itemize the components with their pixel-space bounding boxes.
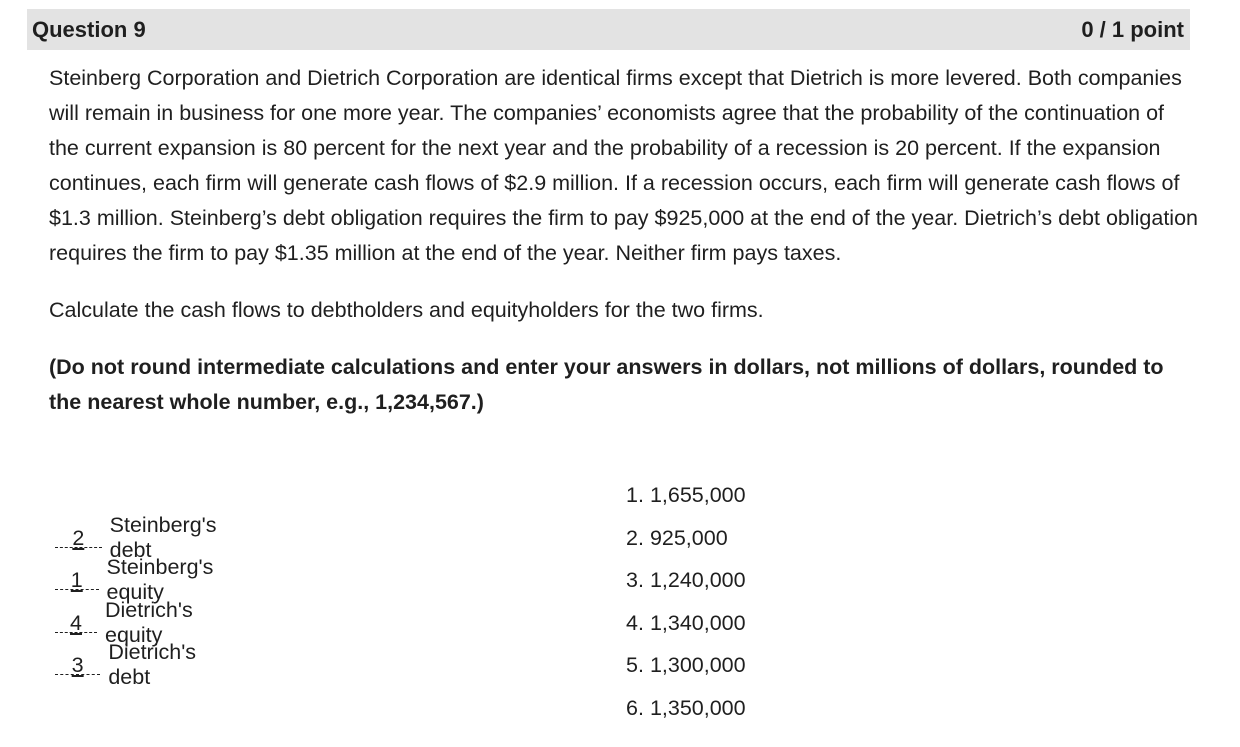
question-instruction-text: (Do not round intermediate calculations and enter your answers in dollars, not millions of dollars, rounded to the nearest whole number, e.g., 1,234,567.) [49,355,1164,414]
option-value: 1,340,000 [649,610,746,635]
option-number: 6. [626,695,644,720]
match-row-steinberg-equity [55,555,230,604]
question-score: 0 / 1 point [1081,16,1184,42]
answer-value: 4 [70,610,82,635]
option-number: 1. [626,482,644,507]
question-header [27,9,1190,50]
option-number: 3. [626,567,644,592]
answer-slot[interactable] [55,568,99,593]
match-label: Dietrich's equity [105,598,193,647]
answer-value: 2 [72,525,85,550]
option-item [626,480,746,510]
option-item [626,608,746,638]
answer-value: 3 [71,652,84,677]
option-item [626,565,746,595]
option-value: 925,000 [649,525,728,550]
match-row-dietrich-debt [55,640,211,689]
match-label: Steinberg's debt [109,513,217,562]
option-item [626,650,746,680]
answer-slot[interactable] [55,611,97,636]
question-intro-text: Steinberg Corporation and Dietrich Corporation are identical firms except that Dietrich is more levered. Both companies will remain in business for one more year. The companies’ economists agree that the probability of the continuation of the current expansion is 80 percent for the next year and the probability of a recession is 20 percent. If the expansion continues, each firm will generate cash flows of $2.9 million. If a recession occurs, each firm will generate cash flows of $1.3 million. Steinberg’s debt obligation requires the firm to pay $925,000 at the end of the year. Dietrich’s debt obligation requires the firm to pay $1.35 million at the end of the year. Neither firm pays taxes. [49,66,1198,265]
question-title: Question 9 [32,16,146,42]
answer-slot[interactable] [55,526,102,551]
option-item [626,523,728,553]
question-task-text: Calculate the cash flows to debtholders and equityholders for the two firms. [49,298,764,322]
option-item [626,693,746,723]
match-row-steinberg-debt [55,513,230,562]
option-value: 1,300,000 [649,652,746,677]
match-label: Dietrich's debt [108,640,197,689]
question-body [49,61,1199,420]
option-number: 4. [626,610,644,635]
answer-value: 1 [70,567,83,592]
option-number: 5. [626,652,644,677]
match-label: Steinberg's equity [106,555,214,604]
option-value: 1,350,000 [649,695,746,720]
option-value: 1,655,000 [649,482,746,507]
match-row-dietrich-equity [55,598,211,647]
answer-slot[interactable] [55,653,100,678]
option-number: 2. [626,525,644,550]
option-value: 1,240,000 [649,567,746,592]
